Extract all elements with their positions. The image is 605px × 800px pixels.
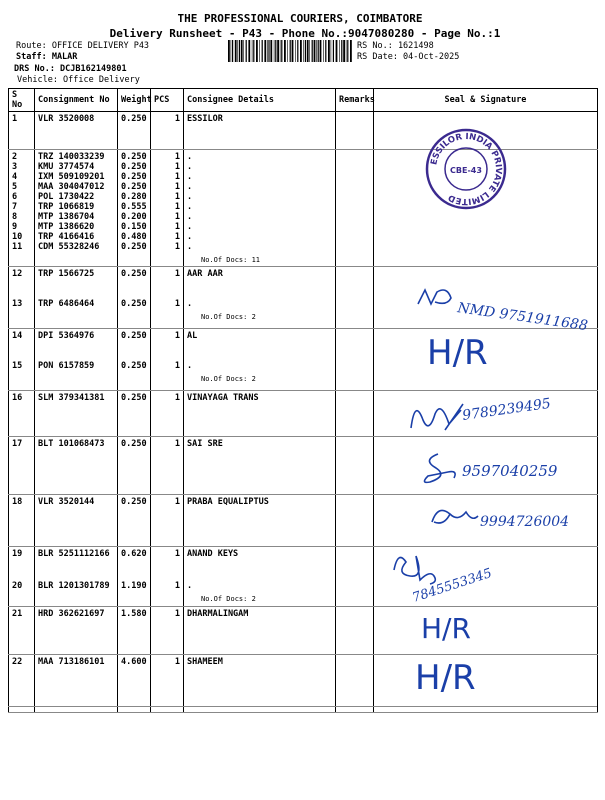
docs-count: No.Of Docs: 2: [201, 595, 256, 603]
list-item: 1: [174, 242, 180, 252]
cell-consignee: [184, 495, 336, 547]
staff-label: Staff: MALAR: [16, 52, 78, 62]
table-header-row: [9, 89, 598, 112]
list-item: 0.620: [121, 549, 147, 559]
list-item: 0.250: [121, 152, 147, 162]
list-item: 8: [12, 212, 18, 222]
cell-remarks: [336, 547, 374, 607]
col-weight: Weight: [118, 89, 151, 112]
list-item: ANAND KEYS: [187, 549, 239, 559]
drs-label: DRS No.: DCJB162149801: [14, 64, 127, 74]
list-item: 1: [174, 152, 180, 162]
list-item: 20: [12, 581, 23, 591]
list-item: .: [187, 581, 193, 591]
list-item: 16: [12, 393, 23, 403]
list-item: SHAMEEM: [187, 657, 223, 667]
list-item: 17: [12, 439, 23, 449]
list-item: MTP 1386704: [38, 212, 95, 222]
list-item: 1: [174, 192, 180, 202]
list-item: 1: [174, 232, 180, 242]
svg-text:H/R: H/R: [415, 658, 476, 698]
signature-2: [427, 328, 517, 377]
svg-text:9789239495: 9789239495: [461, 395, 552, 424]
table-row: [9, 112, 598, 150]
cell-weight: [118, 495, 151, 547]
list-item: 4.600: [121, 657, 147, 667]
svg-text:H/R: H/R: [427, 333, 488, 373]
list-item: KMU 3774574: [38, 162, 95, 172]
cell-weight: [118, 391, 151, 437]
runsheet-subtitle: Delivery Runsheet - P43 - Phone No.:9047080280 - Page No.:1: [109, 27, 501, 40]
signature-4: [418, 448, 588, 492]
list-item: .: [187, 172, 193, 182]
list-item: 0.250: [121, 162, 147, 172]
list-item: 0.250: [121, 114, 147, 124]
list-item: MAA 304047012: [38, 182, 105, 192]
list-item: .: [187, 182, 193, 192]
list-item: 0.250: [121, 497, 147, 507]
list-item: .: [187, 222, 193, 232]
list-item: 1: [174, 172, 180, 182]
rs-no-label: RS No.: 1621498: [357, 41, 434, 51]
cell-consignee: [184, 655, 336, 713]
cell-weight: [118, 267, 151, 329]
cell-consignment: [35, 112, 118, 150]
list-item: AAR AAR: [187, 269, 223, 279]
list-item: IXM 509109201: [38, 172, 105, 182]
cell-sno: [9, 547, 35, 607]
list-item: TRZ 140033239: [38, 152, 105, 162]
list-item: BLT 101068473: [38, 439, 105, 449]
cell-consignment: [35, 150, 118, 267]
list-item: VINAYAGA TRANS: [187, 393, 259, 403]
list-item: TRP 1566725: [38, 269, 95, 279]
cell-sno: [9, 495, 35, 547]
list-item: 4: [12, 172, 18, 182]
list-item: 9: [12, 222, 18, 232]
docs-count: No.Of Docs: 2: [201, 313, 256, 321]
route-label: Route: OFFICE DELIVERY P43: [16, 41, 150, 51]
list-item: 7: [12, 202, 18, 212]
svg-text:NMD 9751911688: NMD 9751911688: [456, 300, 589, 335]
list-item: 0.200: [121, 212, 147, 222]
list-item: MTP 1386620: [38, 222, 95, 232]
list-item: 0.250: [121, 172, 147, 182]
cell-pcs: [151, 607, 184, 655]
col-seal-signature: Seal & Signature: [374, 89, 598, 112]
list-item: .: [187, 361, 193, 371]
cell-sno: [9, 391, 35, 437]
svg-text:CBE-43: CBE-43: [450, 166, 482, 175]
list-item: 0.250: [121, 439, 147, 449]
cell-consignment: [35, 547, 118, 607]
list-item: DHARMALINGAM: [187, 609, 249, 619]
cell-weight: [118, 547, 151, 607]
col-remarks: Remarks: [336, 89, 374, 112]
cell-sno: [9, 607, 35, 655]
list-item: BLR 5251112166: [38, 549, 110, 559]
list-item: 18: [12, 497, 23, 507]
list-item: 6: [12, 192, 18, 202]
signature-6: [390, 540, 520, 614]
col-sno: S No: [9, 89, 35, 112]
list-item: AL: [187, 331, 198, 341]
list-item: POL 1730422: [38, 192, 95, 202]
signature-1: [413, 282, 589, 335]
cell-weight: [118, 437, 151, 495]
list-item: .: [187, 152, 193, 162]
svg-text:ESSILOR INDIA PRIVATE LIMITED: ESSILOR INDIA PRIVATE LIMITED: [429, 131, 504, 207]
list-item: 1: [174, 182, 180, 192]
list-item: 1: [174, 581, 180, 591]
list-item: 1: [174, 222, 180, 232]
signature-7: [421, 606, 511, 650]
cell-consignee: [184, 112, 336, 150]
cell-consignment: [35, 267, 118, 329]
list-item: .: [187, 242, 193, 252]
cell-consignee: [184, 437, 336, 495]
cell-remarks: [336, 267, 374, 329]
list-item: 0.250: [121, 331, 147, 341]
vehicle-label: Vehicle: Office Delivery: [17, 75, 140, 85]
list-item: 1: [174, 299, 180, 309]
cell-pcs: [151, 495, 184, 547]
list-item: TRP 4166416: [38, 232, 95, 242]
cell-pcs: [151, 437, 184, 495]
list-item: .: [187, 232, 193, 242]
list-item: 1.190: [121, 581, 147, 591]
cell-consignee: [184, 391, 336, 437]
col-consignment: Consignment No: [35, 89, 118, 112]
list-item: 1: [174, 114, 180, 124]
cell-sno: [9, 112, 35, 150]
list-item: 0.150: [121, 222, 147, 232]
list-item: 1: [174, 657, 180, 667]
cell-weight: [118, 150, 151, 267]
list-item: 0.280: [121, 192, 147, 202]
list-item: HRD 362621697: [38, 609, 105, 619]
cell-remarks: [336, 495, 374, 547]
list-item: 19: [12, 549, 23, 559]
cell-sno: [9, 267, 35, 329]
company-seal-icon: [425, 128, 507, 210]
list-item: 1: [174, 361, 180, 371]
list-item: 1: [174, 331, 180, 341]
cell-pcs: [151, 267, 184, 329]
list-item: .: [187, 212, 193, 222]
list-item: SLM 379341381: [38, 393, 105, 403]
docs-count: No.Of Docs: 2: [201, 375, 256, 383]
list-item: 0.250: [121, 269, 147, 279]
list-item: 0.250: [121, 182, 147, 192]
list-item: 1: [174, 609, 180, 619]
cell-consignee: [184, 607, 336, 655]
rs-date-label: RS Date: 04-Oct-2025: [357, 52, 460, 62]
svg-text:7845553345: 7845553345: [410, 565, 494, 606]
company-title: THE PROFESSIONAL COURIERS, COIMBATORE: [177, 12, 423, 25]
list-item: 1: [174, 202, 180, 212]
cell-consignment: [35, 437, 118, 495]
cell-consignment: [35, 495, 118, 547]
list-item: 2: [12, 152, 18, 162]
list-item: 1: [174, 439, 180, 449]
signature-5: [428, 500, 593, 544]
list-item: 21: [12, 609, 23, 619]
table-bottom-border: [8, 706, 597, 707]
list-item: 1: [174, 162, 180, 172]
signature-3: [405, 390, 565, 444]
list-item: 10: [12, 232, 23, 242]
list-item: 0.250: [121, 299, 147, 309]
cell-remarks: [336, 391, 374, 437]
list-item: .: [187, 299, 193, 309]
list-item: 1: [174, 549, 180, 559]
cell-remarks: [336, 607, 374, 655]
list-item: 1: [12, 114, 18, 124]
table-row: [9, 655, 598, 713]
col-pcs: PCS: [151, 89, 184, 112]
list-item: 0.250: [121, 242, 147, 252]
table-row: [9, 150, 598, 267]
col-consignee: Consignee Details: [184, 89, 336, 112]
cell-sno: [9, 329, 35, 391]
cell-sno: [9, 655, 35, 713]
list-item: .: [187, 202, 193, 212]
cell-remarks: [336, 112, 374, 150]
list-item: 12: [12, 269, 23, 279]
list-item: 0.250: [121, 361, 147, 371]
cell-remarks: [336, 437, 374, 495]
list-item: .: [187, 192, 193, 202]
list-item: 1: [174, 269, 180, 279]
list-item: 22: [12, 657, 23, 667]
svg-text:H/R: H/R: [421, 612, 471, 645]
list-item: PON 6157859: [38, 361, 95, 371]
cell-weight: [118, 329, 151, 391]
list-item: MAA 713186101: [38, 657, 105, 667]
cell-consignee: [184, 329, 336, 391]
cell-pcs: [151, 547, 184, 607]
list-item: TRP 1066819: [38, 202, 95, 212]
cell-consignment: [35, 607, 118, 655]
list-item: 11: [12, 242, 23, 252]
list-item: .: [187, 162, 193, 172]
list-item: 3: [12, 162, 18, 172]
cell-pcs: [151, 150, 184, 267]
list-item: 1: [174, 393, 180, 403]
cell-consignee: [184, 267, 336, 329]
docs-count: No.Of Docs: 11: [201, 256, 261, 264]
list-item: 0.480: [121, 232, 147, 242]
list-item: 5: [12, 182, 18, 192]
signature-8: [415, 652, 505, 701]
cell-consignment: [35, 391, 118, 437]
list-item: TRP 6486464: [38, 299, 95, 309]
list-item: 0.555: [121, 202, 147, 212]
list-item: 1.580: [121, 609, 147, 619]
list-item: 0.250: [121, 393, 147, 403]
list-item: DPI 5364976: [38, 331, 95, 341]
cell-remarks: [336, 655, 374, 713]
svg-text:9994726004: 9994726004: [480, 514, 570, 530]
list-item: 15: [12, 361, 23, 371]
cell-sno: [9, 437, 35, 495]
cell-remarks: [336, 329, 374, 391]
list-item: CDM 55328246: [38, 242, 100, 252]
list-item: 13: [12, 299, 23, 309]
cell-sno: [9, 150, 35, 267]
barcode-icon: [228, 40, 352, 62]
list-item: ESSILOR: [187, 114, 223, 124]
list-item: BLR 1201301789: [38, 581, 110, 591]
list-item: PRABA EQUALIPTUS: [187, 497, 269, 507]
cell-consignee: [184, 547, 336, 607]
svg-text:9597040259: 9597040259: [462, 462, 558, 480]
list-item: SAI SRE: [187, 439, 223, 449]
cell-pcs: [151, 655, 184, 713]
list-item: VLR 3520144: [38, 497, 95, 507]
list-item: VLR 3520008: [38, 114, 95, 124]
cell-consignment: [35, 329, 118, 391]
cell-pcs: [151, 391, 184, 437]
cell-weight: [118, 112, 151, 150]
list-item: 1: [174, 212, 180, 222]
cell-consignment: [35, 655, 118, 713]
cell-pcs: [151, 329, 184, 391]
cell-consignee: [184, 150, 336, 267]
list-item: 14: [12, 331, 23, 341]
cell-weight: [118, 655, 151, 713]
cell-remarks: [336, 150, 374, 267]
list-item: 1: [174, 497, 180, 507]
cell-pcs: [151, 112, 184, 150]
cell-weight: [118, 607, 151, 655]
